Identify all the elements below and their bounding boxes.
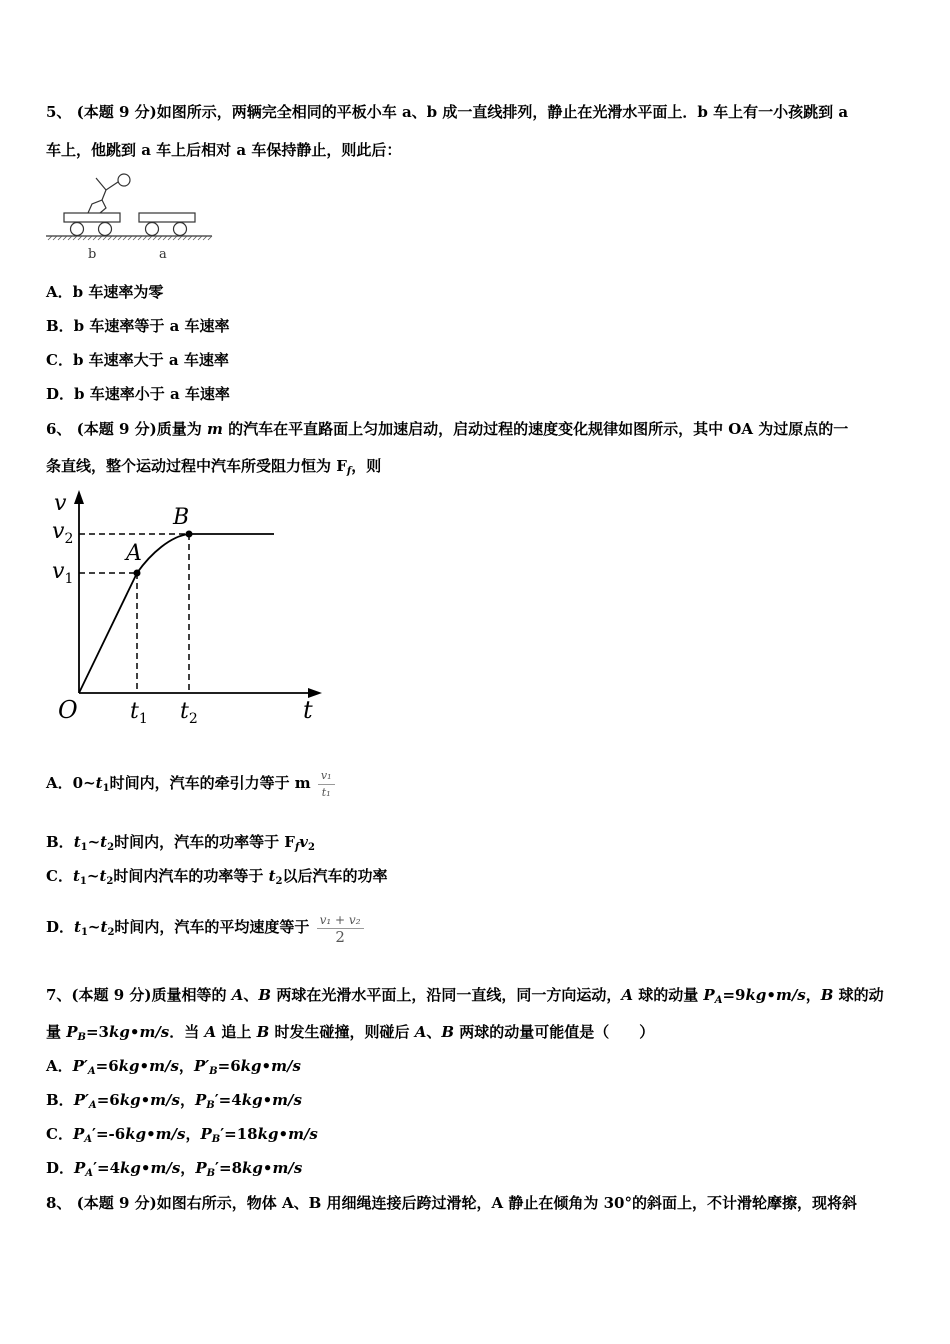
- q6-option-d[interactable]: D．$t_1\sim t_2$时间内，汽车的平均速度等于 $\frac{\text{v₁ + v₂}}{2}$: [46, 900, 364, 960]
- label-v2: $v_2$: [52, 519, 74, 547]
- q5-label-a: a: [159, 247, 167, 262]
- q5-stem-line2: 车上，他跳到 a 车上后相对 a 车保持静止，则此后：: [46, 141, 402, 159]
- point-a: [134, 570, 141, 577]
- q7-option-c[interactable]: C．$P_A'=-6kg•m/s$，$P_B'=18kg•m/s$: [46, 1125, 318, 1145]
- label-t1: $t_1$: [130, 699, 148, 727]
- q7-stem-line2: 量 $P_B=3kg•m/s$．当 A 追上 B 时发生碰撞，则碰后 A、B 两球的动量可能值是（ ）: [46, 1023, 655, 1043]
- q7-option-b[interactable]: B．$P'_A=6kg•m/s$，$P_B'=4kg•m/s$: [46, 1091, 302, 1111]
- q6-option-a[interactable]: A．$0\sim t_1$时间内，汽车的牵引力等于 m $\frac{\text{v₁}}{\text{t₁}}$: [46, 756, 335, 816]
- axis-label-v: v: [54, 491, 67, 516]
- q6-option-a-fraction: $\frac{\text{v₁}}{\text{t₁}}$: [318, 768, 335, 801]
- q5-option-b[interactable]: B．b 车速率等于 a 车速率: [46, 317, 230, 335]
- q5-label-b: b: [88, 247, 97, 262]
- q7-stem-line1: 7、(本题 9 分)质量相等的 A、B 两球在光滑水平面上，沿同一直线，同一方向运动，A 球的动量 $P_A=9kg•m/s$，B 球的动: [46, 986, 884, 1006]
- q6-velocity-time-graph: [46, 488, 336, 733]
- point-b: [186, 531, 193, 538]
- axis-label-t: t: [303, 696, 313, 724]
- label-v1: $v_1$: [52, 559, 74, 587]
- label-b: B: [173, 505, 190, 530]
- q8-stem-line1: 8、 (本题 9 分)如图右所示，物体 A、B 用细绳连接后跨过滑轮，A 静止在倾角为 30°的斜面上，不计滑轮摩擦，现将斜: [46, 1194, 857, 1212]
- q6-stem-line2: 条直线，整个运动过程中汽车所受阻力恒为 $F_f$，则: [46, 457, 382, 477]
- q5-option-d[interactable]: D．b 车速率小于 a 车速率: [46, 385, 230, 403]
- q6-stem-line1: 6、 (本题 9 分)质量为 m 的汽车在平直路面上匀加速启动，启动过程的速度变化规律如图所示，其中 OA 为过原点的一: [46, 420, 849, 438]
- q6-option-c[interactable]: C．$t_1\sim t_2$时间内汽车的功率等于 $t_2$以后汽车的功率: [46, 867, 388, 887]
- q7-option-a[interactable]: A．$P'_A=6kg•m/s$，$P'_B=6kg•m/s$: [46, 1057, 301, 1077]
- q6-option-d-fraction: $\frac{\text{v₁ + v₂}}{2}$: [317, 912, 364, 945]
- q5-option-c[interactable]: C．b 车速率大于 a 车速率: [46, 351, 229, 369]
- label-a: A: [126, 541, 142, 566]
- q7-option-d[interactable]: D．$P_A'=4kg•m/s$，$P_B'=8kg•m/s$: [46, 1159, 303, 1179]
- label-t2: $t_2$: [180, 699, 198, 727]
- q6-option-b[interactable]: B．$t_1\sim t_2$时间内，汽车的功率等于 $F_fv_2$: [46, 833, 315, 853]
- q5-option-a[interactable]: A．b 车速率为零: [46, 283, 164, 301]
- q5-carts-figure: [44, 168, 214, 263]
- label-origin: O: [58, 696, 78, 724]
- q5-stem-line1: 5、 (本题 9 分)如图所示，两辆完全相同的平板小车 a、b 成一直线排列，静止在光滑水平面上．b 车上有一小孩跳到 a: [46, 103, 849, 121]
